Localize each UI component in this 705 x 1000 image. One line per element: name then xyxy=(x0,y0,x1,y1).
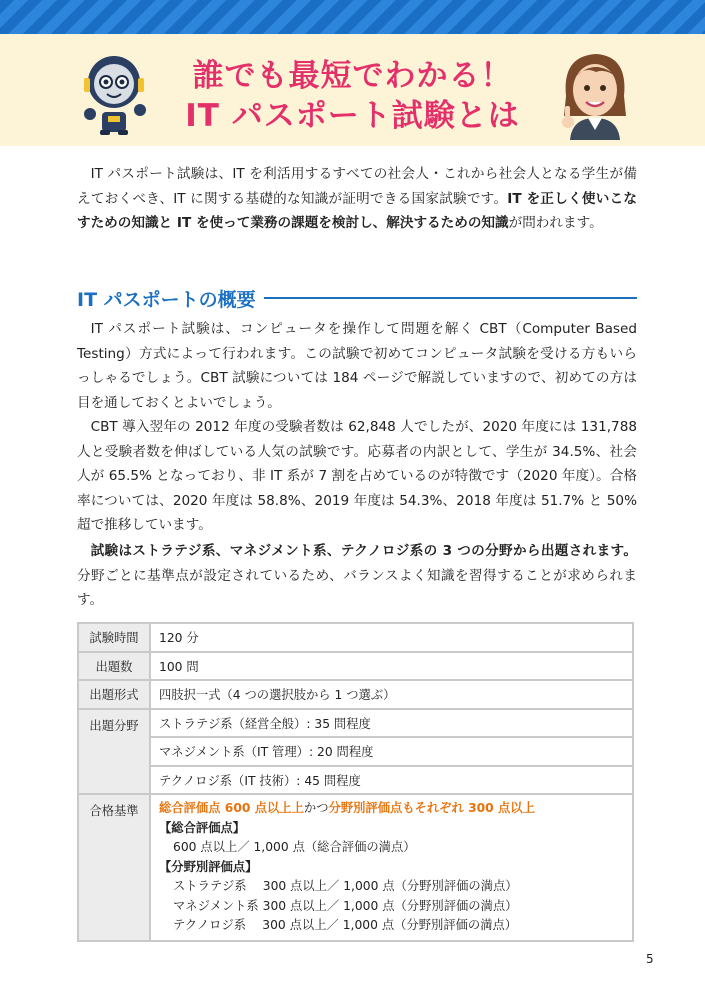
overview-paragraph-3 xyxy=(77,539,637,613)
table-header-cell: 出題形式 xyxy=(78,680,150,709)
pass-criteria-total-highlight: 総合評価点 600 点以上上 xyxy=(159,801,304,815)
section-heading-text: IT パスポートの概要 xyxy=(77,288,256,311)
table-value-cell: 100 問 xyxy=(150,652,633,681)
table-row xyxy=(78,794,633,941)
pass-criteria-field-highlight: 分野別評価点もそれぞれ 300 点以上 xyxy=(328,801,535,815)
overview-emphasis: 試験はストラテジ系、マネジメント系、テクノロジ系の 3 つの分野から出題されます。 xyxy=(90,543,637,559)
table-value-cell: マネジメント系（IT 管理）: 20 問程度 xyxy=(150,737,633,766)
field-score-line: テクノロジ系 300 点以上／ 1,000 点（分野別評価の満点） xyxy=(173,918,518,932)
exam-info-table xyxy=(77,622,634,942)
overview-paragraph-1: IT パスポート試験は、コンピュータを操作して問題を解く CBT（Computer Based Testing）方式によって行われます。この試験で初めてコンピュータ試験を受ける方もいらっしゃるでしょう。CBT 試験については 184 ページで解説していますので、初めての方は目を通しておくとよいでしょう。 xyxy=(77,321,637,411)
total-score-label: 【総合評価点】 xyxy=(159,820,246,835)
total-score-value: 600 点以上／ 1,000 点（総合評価の満点） xyxy=(173,840,416,854)
table-header-cell: 出題数 xyxy=(78,652,150,681)
table-row xyxy=(78,680,633,709)
section-heading-rule xyxy=(264,297,637,299)
page-title-line1: 誰でも最短でわかる！ xyxy=(192,58,513,94)
table-value-cell: ストラテジ系（経営全般）: 35 問程度 xyxy=(150,709,633,738)
pass-criteria-summary xyxy=(159,799,624,819)
section-heading-overview xyxy=(77,284,637,312)
top-stripe-banner xyxy=(0,0,705,34)
field-score-line: マネジメント系 300 点以上／ 1,000 点（分野別評価の満点） xyxy=(173,898,518,913)
page-title xyxy=(140,56,565,136)
table-row xyxy=(78,766,633,795)
pass-criteria-cell xyxy=(150,794,633,941)
overview-text-end: 分野ごとに基準点が設定されているため、バランスよく知識を習得することが求められます。 xyxy=(77,567,637,608)
table-header-cell: 試験時間 xyxy=(78,623,150,652)
table-header-cell: 合格基準 xyxy=(78,794,150,941)
intro-paragraph xyxy=(77,162,637,236)
overview-paragraph-2: CBT 導入翌年の 2012 年度の受験者数は 62,848 人でしたが、2020 年度には 131,788 人と受験者数を伸ばしている人気の試験です。応募者の内訳として、学生が 34.5%、社会人が 65.5% となっており、非 IT 系が 7 割を占めているのが特徴です（2020 年度）。合格率については、2020 年度は 58.8%、2019 年度は 54.3%、2018 年度は 51.7% と 50% 超で推移しています。 xyxy=(77,419,637,533)
table-value-cell: 四肢択一式（4 つの選択肢から 1 つ選ぶ） xyxy=(150,680,633,709)
pass-criteria-connector: かつ xyxy=(303,801,329,815)
page-title-line2: IT パスポート試験とは xyxy=(185,98,520,134)
table-header-cell: 出題分野 xyxy=(78,709,150,795)
intro-text: IT パスポート試験は、IT を利活用するすべての社会人・これから社会人となる学生が備えておくべき、IT に関する基礎的な知識が証明できる国家試験です。 xyxy=(77,166,637,207)
table-row xyxy=(78,652,633,681)
field-score-label: 【分野別評価点】 xyxy=(159,859,258,874)
table-value-cell: テクノロジ系（IT 技術）: 45 問程度 xyxy=(150,766,633,795)
table-row xyxy=(78,709,633,738)
table-value-cell: 120 分 xyxy=(150,623,633,652)
page-number: 5 xyxy=(646,952,654,966)
intro-emphasis: IT を正しく使いこなすための知識と IT を使って業務の課題を検討し、解決するための知識 xyxy=(77,190,638,231)
table-row xyxy=(78,623,633,652)
field-score-line: ストラテジ系 300 点以上／ 1,000 点（分野別評価の満点） xyxy=(173,879,518,893)
intro-text-end: が問われます。 xyxy=(508,215,603,231)
table-row xyxy=(78,737,633,766)
instructor-character-icon xyxy=(556,46,634,140)
